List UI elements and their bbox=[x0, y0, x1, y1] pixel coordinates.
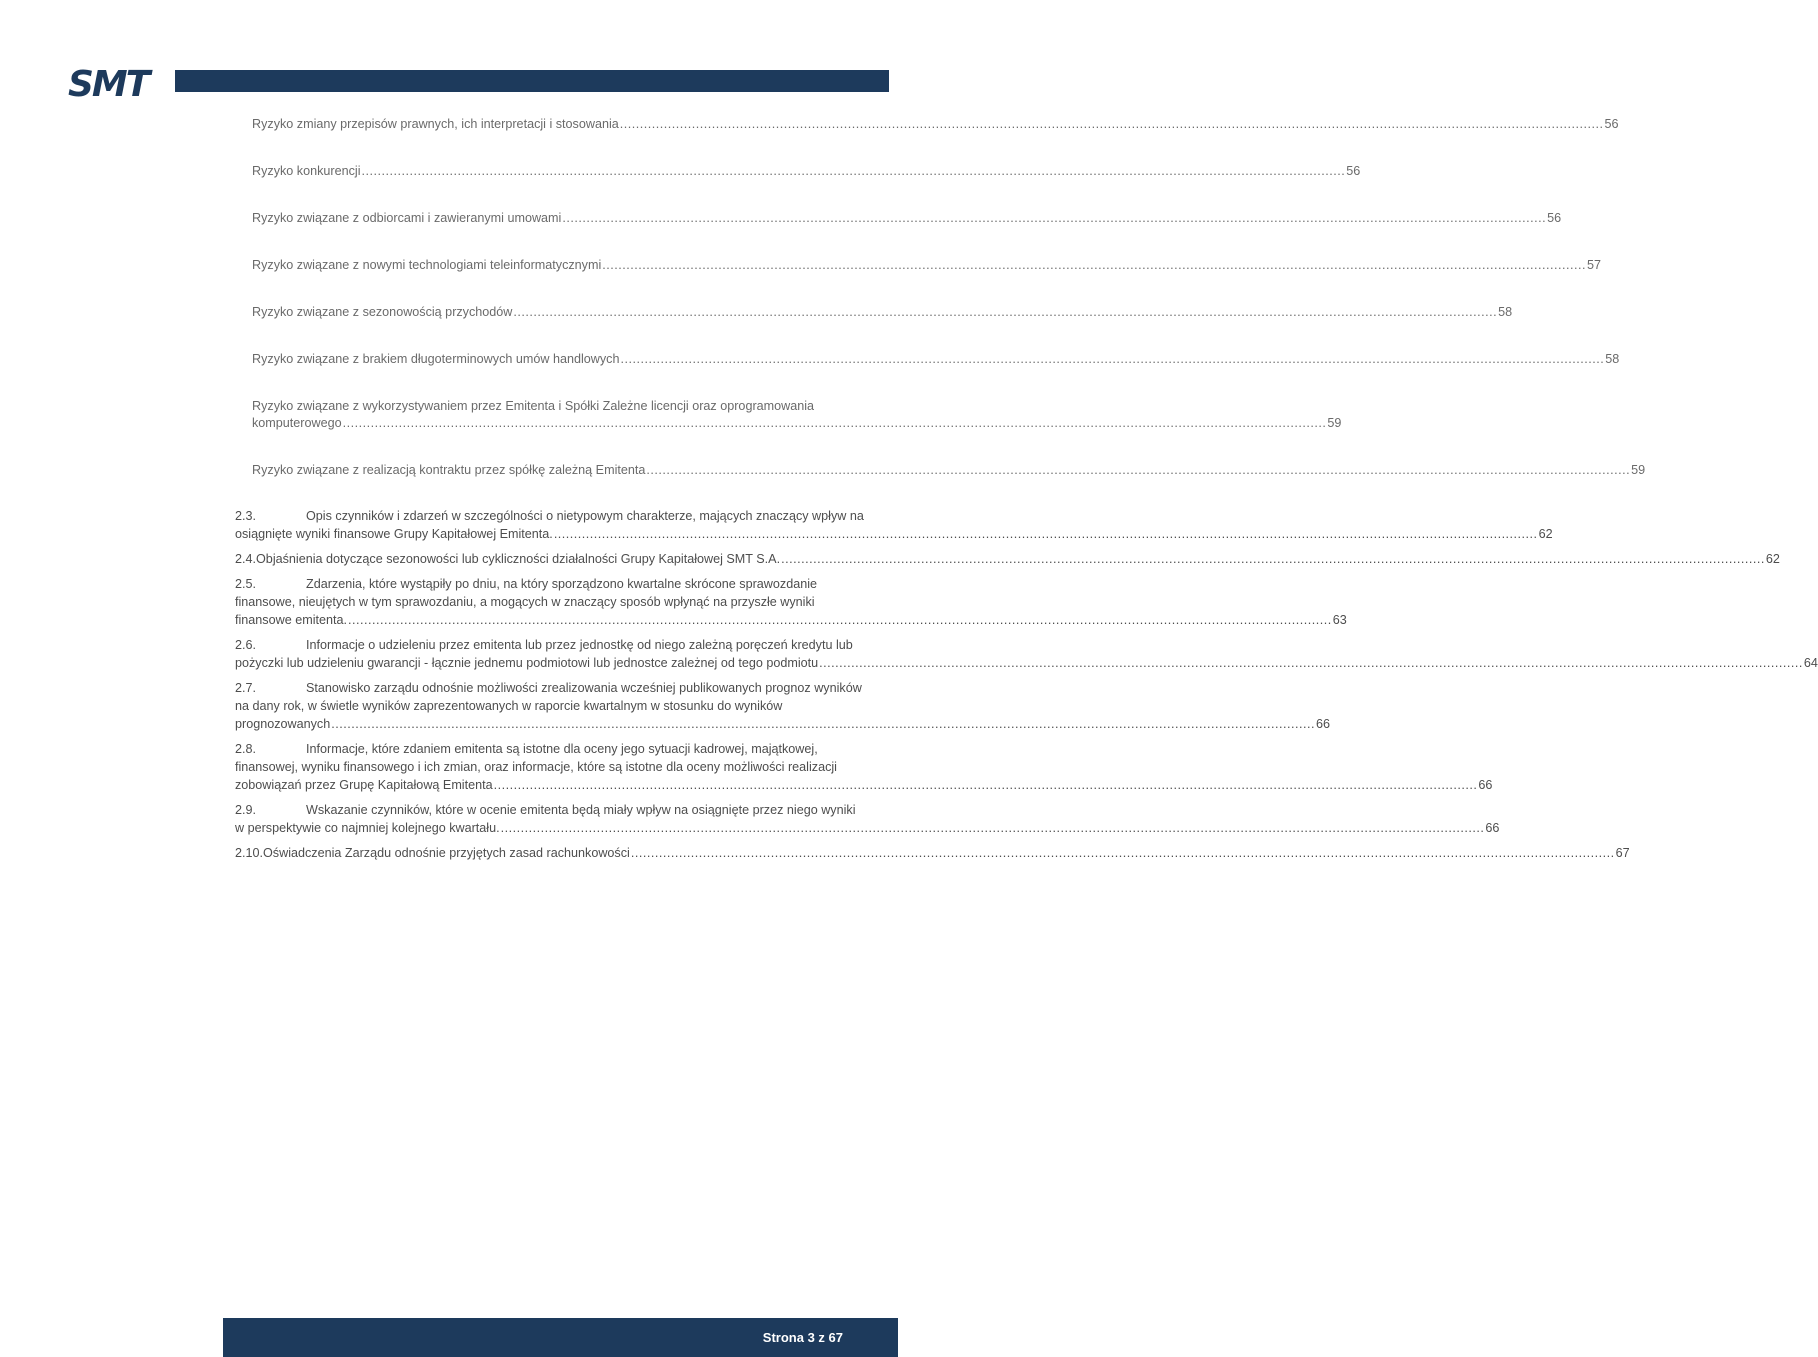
dot-leader bbox=[331, 715, 1315, 733]
dot-leader bbox=[781, 550, 1765, 568]
toc-entry-page: 66 bbox=[1315, 717, 1330, 731]
dot-leader bbox=[513, 304, 1497, 321]
toc-entry[interactable] bbox=[252, 116, 1619, 133]
section-number: 2.8. bbox=[235, 742, 257, 756]
toc-entry-page: 56 bbox=[1547, 211, 1562, 225]
toc-entry-page: 56 bbox=[1604, 117, 1619, 131]
toc-entry[interactable] bbox=[252, 163, 1361, 180]
toc-entry[interactable] bbox=[235, 801, 1500, 837]
page-number: Strona 3 z 67 bbox=[762, 1330, 843, 1345]
toc-entry-text: komputerowego bbox=[252, 416, 342, 430]
dot-leader bbox=[646, 462, 1630, 479]
dot-leader bbox=[554, 525, 1538, 543]
dot-leader bbox=[819, 654, 1803, 672]
toc-entry-text: Informacje, które zdaniem emitenta są istotne dla oceny jego sytuacji kadrowej, majątkowej, bbox=[306, 742, 818, 756]
toc-entry-text: prognozowanych bbox=[235, 717, 331, 731]
toc-entry[interactable] bbox=[252, 257, 1602, 274]
footer-bar bbox=[223, 1318, 898, 1357]
toc-entry[interactable] bbox=[235, 844, 1630, 862]
dot-leader bbox=[362, 163, 1346, 180]
toc-entry-text: finansowe emitenta. bbox=[235, 613, 348, 627]
toc-entry-text: Stanowisko zarządu odnośnie możliwości zrealizowania wcześniej publikowanych prognoz wyników bbox=[306, 681, 862, 695]
toc-entry-text: Informacje o udzieleniu przez emitenta lub przez jednostkę od niego zależną poręczeń kredytu lub bbox=[306, 638, 853, 652]
toc-entry-page: 56 bbox=[1346, 164, 1361, 178]
toc-entry[interactable] bbox=[252, 210, 1562, 227]
toc-entry[interactable] bbox=[235, 507, 1553, 543]
toc-entry-text: pożyczki lub udzieleniu gwarancji - łącznie jednemu podmiotowi lub jednostce zależnej od tego podmiotu bbox=[235, 656, 819, 670]
toc-entry[interactable] bbox=[252, 398, 1342, 432]
toc-entry[interactable] bbox=[235, 636, 1818, 672]
toc-entry-page: 67 bbox=[1615, 846, 1630, 860]
toc-entry-page: 58 bbox=[1605, 352, 1620, 366]
section-number: 2.7. bbox=[235, 681, 257, 695]
toc-entry-text: Ryzyko zmiany przepisów prawnych, ich interpretacji i stosowania bbox=[252, 117, 619, 131]
toc-entry-text: na dany rok, w świetle wyników zaprezentowanych w raporcie kwartalnym w stosunku do wyników bbox=[235, 699, 783, 713]
risk-toc-list bbox=[252, 116, 1646, 509]
section-number: 2.9. bbox=[235, 803, 257, 817]
toc-entry-page: 66 bbox=[1485, 821, 1500, 835]
toc-entry-text: Ryzyko związane z sezonowością przychodów bbox=[252, 305, 513, 319]
toc-entry-text: osiągnięte wyniki finansowe Grupy Kapitałowej Emitenta. bbox=[235, 527, 553, 541]
dot-leader bbox=[494, 776, 1478, 794]
toc-entry-page: 59 bbox=[1631, 463, 1646, 477]
dot-leader bbox=[562, 210, 1546, 227]
toc-entry[interactable] bbox=[235, 550, 1780, 568]
toc-entry-text: finansowej, wyniku finansowego i ich zmian, oraz informacje, które są istotne dla oceny możliwości realizacji bbox=[235, 760, 837, 774]
section-number: 2.6. bbox=[235, 638, 257, 652]
toc-entry-page: 58 bbox=[1498, 305, 1513, 319]
toc-entry-page: 64 bbox=[1803, 656, 1818, 670]
toc-entry-text: finansowe, nieujętych w tym sprawozdaniu, a mogących w znaczący sposób wpłynąć na przyszłe wyniki bbox=[235, 595, 815, 609]
toc-entry-page: 63 bbox=[1332, 613, 1347, 627]
toc-entry-text: w perspektywie co najmniej kolejnego kwartału. bbox=[235, 821, 500, 835]
dot-leader bbox=[620, 116, 1604, 133]
section-number: 2.10. bbox=[235, 846, 264, 860]
toc-entry[interactable] bbox=[252, 462, 1646, 479]
toc-entry-text: Ryzyko związane z odbiorcami i zawieranymi umowami bbox=[252, 211, 562, 225]
toc-entry-text: Ryzyko związane z realizacją kontraktu przez spółkę zależną Emitenta bbox=[252, 463, 646, 477]
section-number: 2.3. bbox=[235, 509, 257, 523]
dot-leader bbox=[620, 351, 1604, 368]
section-number: 2.4. bbox=[235, 552, 257, 566]
toc-entry-text: Wskazanie czynników, które w ocenie emitenta będą miały wpływ na osiągnięte przez niego wyniki bbox=[306, 803, 856, 817]
toc-entry-text: Oświadczenia Zarządu odnośnie przyjętych zasad rachunkowości bbox=[263, 846, 630, 860]
smt-logo: SMT bbox=[68, 64, 149, 105]
toc-entry-text: Ryzyko związane z nowymi technologiami teleinformatycznymi bbox=[252, 258, 602, 272]
toc-entry[interactable] bbox=[252, 304, 1513, 321]
toc-entry-text: Objaśnienia dotyczące sezonowości lub cykliczności działalności Grupy Kapitałowej SMT S.A. bbox=[256, 552, 781, 566]
toc-entry-page: 62 bbox=[1538, 527, 1553, 541]
toc-entry[interactable] bbox=[235, 575, 1347, 629]
dot-leader bbox=[348, 611, 1332, 629]
toc-entry-page: 66 bbox=[1478, 778, 1493, 792]
toc-entry-text: Ryzyko związane z brakiem długoterminowych umów handlowych bbox=[252, 352, 620, 366]
toc-entry-text: Zdarzenia, które wystąpiły po dniu, na który sporządzono kwartalne skrócone sprawozdanie bbox=[306, 577, 818, 591]
dot-leader bbox=[602, 257, 1586, 274]
toc-entry-text: zobowiązań przez Grupę Kapitałową Emitenta bbox=[235, 778, 493, 792]
section-number: 2.5. bbox=[235, 577, 257, 591]
header-bar bbox=[175, 70, 889, 92]
toc-entry[interactable] bbox=[252, 351, 1620, 368]
toc-entry[interactable] bbox=[235, 740, 1493, 794]
toc-entry-text: Ryzyko konkurencji bbox=[252, 164, 361, 178]
toc-entry-page: 59 bbox=[1327, 416, 1342, 430]
dot-leader bbox=[343, 415, 1327, 432]
toc-entry-page: 62 bbox=[1765, 552, 1780, 566]
dot-leader bbox=[501, 819, 1485, 837]
toc-entry-text: Ryzyko związane z wykorzystywaniem przez Emitenta i Spółki Zależne licencji oraz oprogramowania bbox=[252, 399, 815, 413]
toc-entry-text: Opis czynników i zdarzeń w szczególności o nietypowym charakterze, mających znaczący wpływ na bbox=[306, 509, 864, 523]
main-toc-list bbox=[235, 507, 1818, 869]
dot-leader bbox=[631, 844, 1615, 862]
toc-entry-page: 57 bbox=[1587, 258, 1602, 272]
toc-entry[interactable] bbox=[235, 679, 1330, 733]
